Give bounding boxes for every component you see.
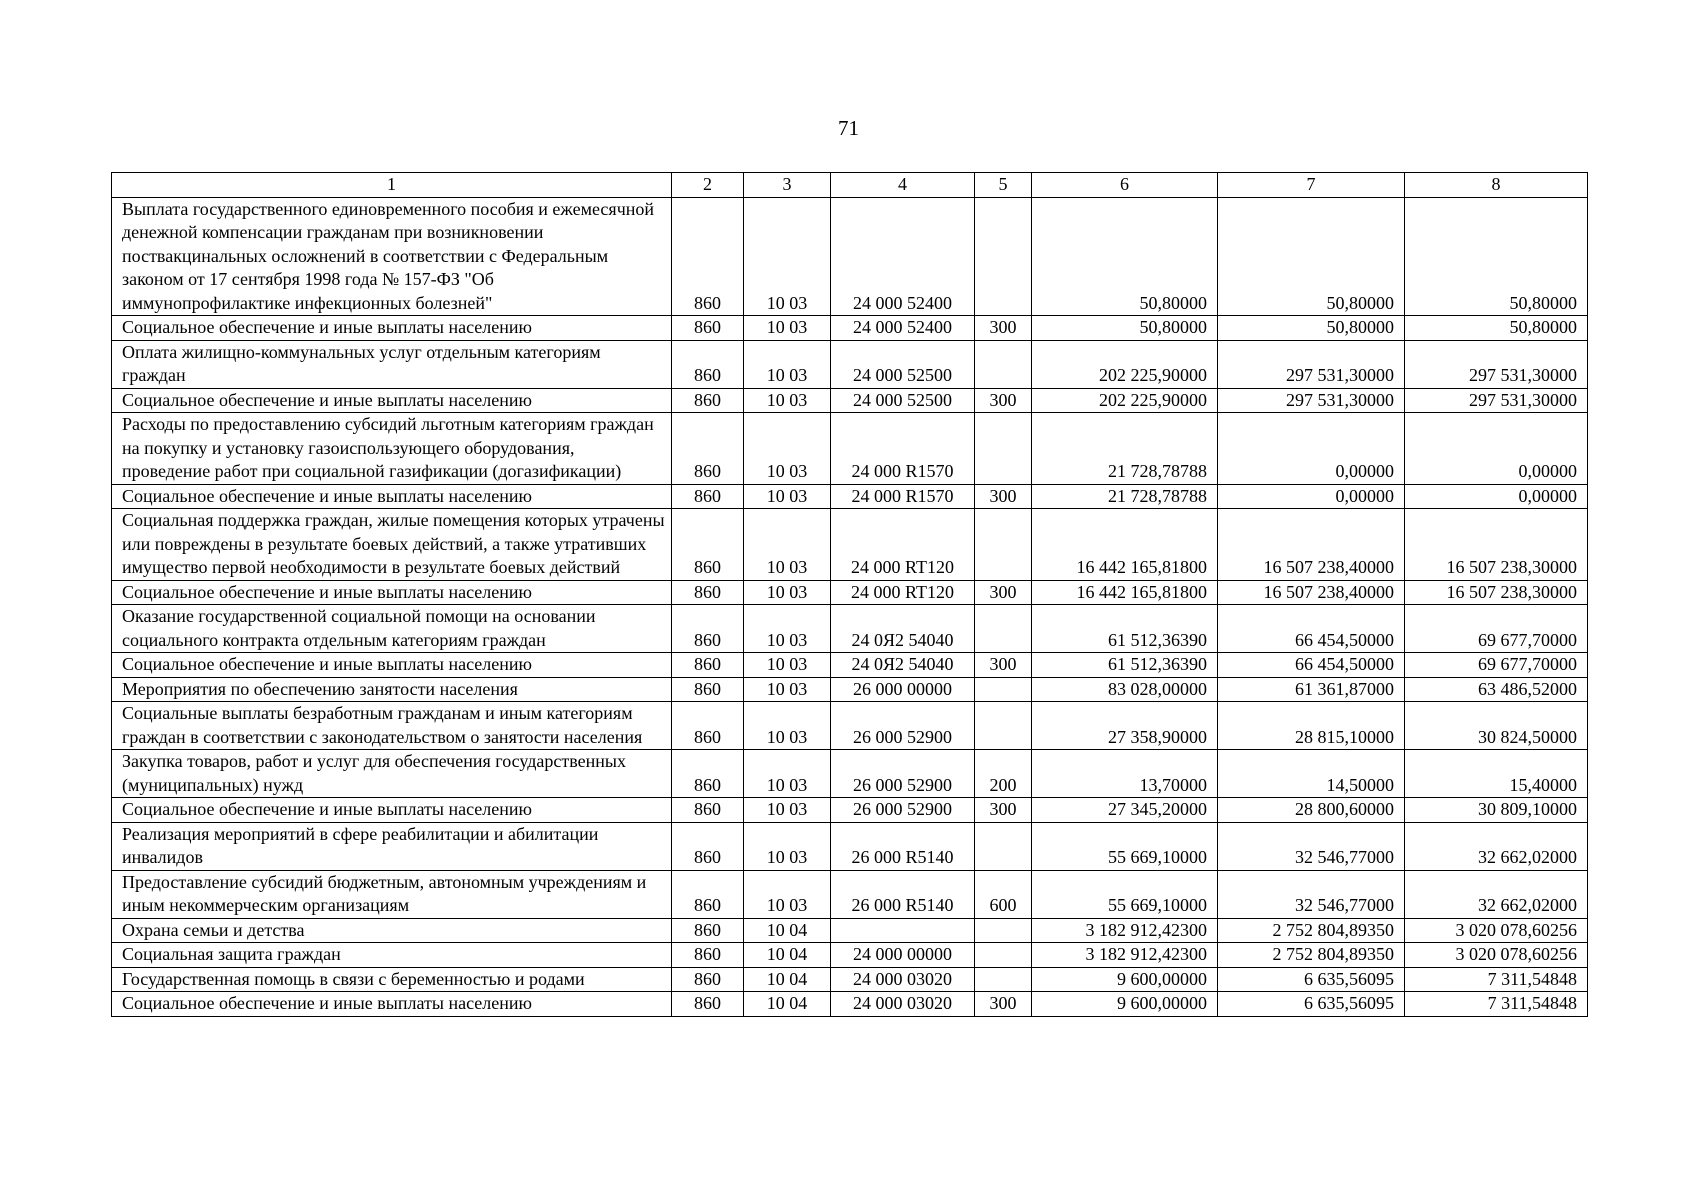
table-row: [112, 798, 1588, 823]
amount-col6-cell: 9 600,00000: [1032, 992, 1218, 1017]
amount-col7-cell: 50,80000: [1218, 197, 1405, 316]
item-name-cell: Социальное обеспечение и иные выплаты населению: [112, 580, 672, 605]
amount-col7-cell: 16 507 238,40000: [1218, 580, 1405, 605]
amount-col7-cell: 16 507 238,40000: [1218, 509, 1405, 581]
amount-col8-cell: 3 020 078,60256: [1405, 918, 1588, 943]
target-article-cell: 24 0Я2 54040: [831, 605, 975, 653]
amount-col8-cell: 3 020 078,60256: [1405, 943, 1588, 968]
item-name-cell: Социальное обеспечение и иные выплаты населению: [112, 316, 672, 341]
amount-col8-cell: 0,00000: [1405, 413, 1588, 485]
item-name-cell: Выплата государственного единовременного пособия и ежемесячной денежной компенсации гражданам при возникновении поствакцинальных осложнений в соответствии с Федеральным законом от 17 сентября 1998 года № 157-ФЗ "Об иммунопрофилактике инфекционных болезней": [112, 197, 672, 316]
header-cell-7: 7: [1218, 173, 1405, 198]
table-row: [112, 653, 1588, 678]
amount-col6-cell: 21 728,78788: [1032, 484, 1218, 509]
section-code-cell: 10 03: [744, 653, 831, 678]
amount-col6-cell: 55 669,10000: [1032, 870, 1218, 918]
section-code-cell: 10 03: [744, 750, 831, 798]
admin-code-cell: 860: [672, 653, 744, 678]
item-name-cell: Оплата жилищно-коммунальных услуг отдельным категориям граждан: [112, 340, 672, 388]
admin-code-cell: 860: [672, 580, 744, 605]
amount-col8-cell: 50,80000: [1405, 197, 1588, 316]
amount-col6-cell: 21 728,78788: [1032, 413, 1218, 485]
expense-type-cell: 300: [975, 316, 1032, 341]
amount-col6-cell: 3 182 912,42300: [1032, 918, 1218, 943]
admin-code-cell: 860: [672, 388, 744, 413]
table-row: [112, 316, 1588, 341]
amount-col8-cell: 30 824,50000: [1405, 702, 1588, 750]
amount-col6-cell: 202 225,90000: [1032, 340, 1218, 388]
table-header-row: [112, 173, 1588, 198]
table-row: [112, 677, 1588, 702]
expense-type-cell: 300: [975, 484, 1032, 509]
table-row: [112, 870, 1588, 918]
table-row: [112, 197, 1588, 316]
expense-type-cell: 600: [975, 870, 1032, 918]
amount-col7-cell: 0,00000: [1218, 484, 1405, 509]
amount-col7-cell: 66 454,50000: [1218, 653, 1405, 678]
section-code-cell: 10 03: [744, 413, 831, 485]
expense-type-cell: [975, 677, 1032, 702]
header-cell-5: 5: [975, 173, 1032, 198]
admin-code-cell: 860: [672, 677, 744, 702]
target-article-cell: 26 000 52900: [831, 702, 975, 750]
section-code-cell: 10 04: [744, 992, 831, 1017]
section-code-cell: 10 03: [744, 388, 831, 413]
amount-col8-cell: 0,00000: [1405, 484, 1588, 509]
expense-type-cell: [975, 413, 1032, 485]
table-row: [112, 943, 1588, 968]
table-row: [112, 822, 1588, 870]
amount-col8-cell: 7 311,54848: [1405, 992, 1588, 1017]
amount-col7-cell: 2 752 804,89350: [1218, 943, 1405, 968]
amount-col7-cell: 28 800,60000: [1218, 798, 1405, 823]
header-cell-3: 3: [744, 173, 831, 198]
expense-type-cell: [975, 509, 1032, 581]
item-name-cell: Социальное обеспечение и иные выплаты населению: [112, 388, 672, 413]
section-code-cell: 10 03: [744, 798, 831, 823]
item-name-cell: Мероприятия по обеспечению занятости населения: [112, 677, 672, 702]
table-row: [112, 605, 1588, 653]
table-row: [112, 340, 1588, 388]
amount-col7-cell: 2 752 804,89350: [1218, 918, 1405, 943]
table-row: [112, 918, 1588, 943]
section-code-cell: 10 03: [744, 340, 831, 388]
section-code-cell: 10 03: [744, 509, 831, 581]
target-article-cell: 24 000 R1570: [831, 484, 975, 509]
amount-col7-cell: 6 635,56095: [1218, 992, 1405, 1017]
admin-code-cell: 860: [672, 197, 744, 316]
item-name-cell: Социальное обеспечение и иные выплаты населению: [112, 484, 672, 509]
amount-col6-cell: 202 225,90000: [1032, 388, 1218, 413]
budget-table: [111, 172, 1588, 1017]
amount-col6-cell: 83 028,00000: [1032, 677, 1218, 702]
target-article-cell: 24 0Я2 54040: [831, 653, 975, 678]
amount-col8-cell: 297 531,30000: [1405, 340, 1588, 388]
amount-col6-cell: 27 358,90000: [1032, 702, 1218, 750]
amount-col6-cell: 27 345,20000: [1032, 798, 1218, 823]
target-article-cell: 24 000 52500: [831, 388, 975, 413]
target-article-cell: 24 000 RT120: [831, 580, 975, 605]
item-name-cell: Расходы по предоставлению субсидий льготным категориям граждан на покупку и установку газоиспользующего оборудования, проведение работ при социальной газификации (догазификации): [112, 413, 672, 485]
admin-code-cell: 860: [672, 822, 744, 870]
target-article-cell: 24 000 R1570: [831, 413, 975, 485]
item-name-cell: Закупка товаров, работ и услуг для обеспечения государственных (муниципальных) нужд: [112, 750, 672, 798]
amount-col8-cell: 69 677,70000: [1405, 653, 1588, 678]
expense-type-cell: [975, 822, 1032, 870]
amount-col7-cell: 14,50000: [1218, 750, 1405, 798]
amount-col8-cell: 32 662,02000: [1405, 822, 1588, 870]
amount-col7-cell: 61 361,87000: [1218, 677, 1405, 702]
amount-col6-cell: 13,70000: [1032, 750, 1218, 798]
table-row: [112, 967, 1588, 992]
item-name-cell: Оказание государственной социальной помощи на основании социального контракта отдельным категориям граждан: [112, 605, 672, 653]
admin-code-cell: 860: [672, 750, 744, 798]
section-code-cell: 10 03: [744, 702, 831, 750]
item-name-cell: Социальная защита граждан: [112, 943, 672, 968]
admin-code-cell: 860: [672, 870, 744, 918]
amount-col8-cell: 16 507 238,30000: [1405, 580, 1588, 605]
expense-type-cell: [975, 918, 1032, 943]
admin-code-cell: 860: [672, 967, 744, 992]
amount-col7-cell: 32 546,77000: [1218, 870, 1405, 918]
amount-col7-cell: 28 815,10000: [1218, 702, 1405, 750]
amount-col6-cell: 55 669,10000: [1032, 822, 1218, 870]
amount-col7-cell: 297 531,30000: [1218, 340, 1405, 388]
amount-col8-cell: 69 677,70000: [1405, 605, 1588, 653]
admin-code-cell: 860: [672, 992, 744, 1017]
table-row: [112, 413, 1588, 485]
admin-code-cell: 860: [672, 316, 744, 341]
header-cell-6: 6: [1032, 173, 1218, 198]
section-code-cell: 10 04: [744, 943, 831, 968]
section-code-cell: 10 03: [744, 580, 831, 605]
expense-type-cell: [975, 967, 1032, 992]
admin-code-cell: 860: [672, 413, 744, 485]
expense-type-cell: [975, 943, 1032, 968]
admin-code-cell: 860: [672, 484, 744, 509]
target-article-cell: 24 000 52400: [831, 197, 975, 316]
admin-code-cell: 860: [672, 798, 744, 823]
table-row: [112, 992, 1588, 1017]
section-code-cell: 10 03: [744, 822, 831, 870]
amount-col6-cell: 61 512,36390: [1032, 653, 1218, 678]
table-row: [112, 702, 1588, 750]
amount-col8-cell: 297 531,30000: [1405, 388, 1588, 413]
amount-col7-cell: 50,80000: [1218, 316, 1405, 341]
table-row: [112, 580, 1588, 605]
budget-table-body: [112, 173, 1588, 1017]
table-row: [112, 388, 1588, 413]
amount-col8-cell: 16 507 238,30000: [1405, 509, 1588, 581]
section-code-cell: 10 03: [744, 484, 831, 509]
amount-col7-cell: 297 531,30000: [1218, 388, 1405, 413]
amount-col8-cell: 32 662,02000: [1405, 870, 1588, 918]
header-cell-4: 4: [831, 173, 975, 198]
item-name-cell: Реализация мероприятий в сфере реабилитации и абилитации инвалидов: [112, 822, 672, 870]
expense-type-cell: 200: [975, 750, 1032, 798]
expense-type-cell: 300: [975, 388, 1032, 413]
admin-code-cell: 860: [672, 340, 744, 388]
amount-col7-cell: 66 454,50000: [1218, 605, 1405, 653]
expense-type-cell: [975, 605, 1032, 653]
amount-col6-cell: 16 442 165,81800: [1032, 509, 1218, 581]
section-code-cell: 10 03: [744, 605, 831, 653]
section-code-cell: 10 04: [744, 967, 831, 992]
target-article-cell: 24 000 00000: [831, 943, 975, 968]
header-cell-2: 2: [672, 173, 744, 198]
target-article-cell: 24 000 RT120: [831, 509, 975, 581]
item-name-cell: Социальные выплаты безработным гражданам и иным категориям граждан в соответствии с законодательством о занятости населения: [112, 702, 672, 750]
target-article-cell: 26 000 52900: [831, 750, 975, 798]
amount-col6-cell: 3 182 912,42300: [1032, 943, 1218, 968]
target-article-cell: [831, 918, 975, 943]
expense-type-cell: 300: [975, 992, 1032, 1017]
amount-col7-cell: 32 546,77000: [1218, 822, 1405, 870]
target-article-cell: 24 000 52400: [831, 316, 975, 341]
item-name-cell: Социальное обеспечение и иные выплаты населению: [112, 653, 672, 678]
section-code-cell: 10 03: [744, 677, 831, 702]
section-code-cell: 10 03: [744, 197, 831, 316]
target-article-cell: 24 000 03020: [831, 992, 975, 1017]
table-row: [112, 484, 1588, 509]
amount-col8-cell: 30 809,10000: [1405, 798, 1588, 823]
amount-col6-cell: 61 512,36390: [1032, 605, 1218, 653]
amount-col8-cell: 15,40000: [1405, 750, 1588, 798]
header-cell-1: 1: [112, 173, 672, 198]
expense-type-cell: 300: [975, 580, 1032, 605]
section-code-cell: 10 03: [744, 316, 831, 341]
item-name-cell: Социальное обеспечение и иные выплаты населению: [112, 798, 672, 823]
section-code-cell: 10 04: [744, 918, 831, 943]
expense-type-cell: [975, 197, 1032, 316]
target-article-cell: 26 000 R5140: [831, 870, 975, 918]
expense-type-cell: 300: [975, 653, 1032, 678]
item-name-cell: Социальная поддержка граждан, жилые помещения которых утрачены или повреждены в результате боевых действий, а также утративших имущество первой необходимости в результате боевых действий: [112, 509, 672, 581]
page-number: 71: [838, 116, 859, 140]
target-article-cell: 24 000 03020: [831, 967, 975, 992]
table-row: [112, 750, 1588, 798]
expense-type-cell: 300: [975, 798, 1032, 823]
admin-code-cell: 860: [672, 918, 744, 943]
admin-code-cell: 860: [672, 943, 744, 968]
amount-col7-cell: 6 635,56095: [1218, 967, 1405, 992]
amount-col6-cell: 50,80000: [1032, 316, 1218, 341]
table-row: [112, 509, 1588, 581]
admin-code-cell: 860: [672, 702, 744, 750]
admin-code-cell: 860: [672, 605, 744, 653]
admin-code-cell: 860: [672, 509, 744, 581]
item-name-cell: Охрана семьи и детства: [112, 918, 672, 943]
item-name-cell: Предоставление субсидий бюджетным, автономным учреждениям и иным некоммерческим организациям: [112, 870, 672, 918]
target-article-cell: 24 000 52500: [831, 340, 975, 388]
amount-col8-cell: 63 486,52000: [1405, 677, 1588, 702]
expense-type-cell: [975, 340, 1032, 388]
amount-col6-cell: 9 600,00000: [1032, 967, 1218, 992]
target-article-cell: 26 000 52900: [831, 798, 975, 823]
amount-col8-cell: 7 311,54848: [1405, 967, 1588, 992]
amount-col6-cell: 16 442 165,81800: [1032, 580, 1218, 605]
target-article-cell: 26 000 R5140: [831, 822, 975, 870]
header-cell-8: 8: [1405, 173, 1588, 198]
amount-col7-cell: 0,00000: [1218, 413, 1405, 485]
item-name-cell: Социальное обеспечение и иные выплаты населению: [112, 992, 672, 1017]
target-article-cell: 26 000 00000: [831, 677, 975, 702]
expense-type-cell: [975, 702, 1032, 750]
item-name-cell: Государственная помощь в связи с беременностью и родами: [112, 967, 672, 992]
section-code-cell: 10 03: [744, 870, 831, 918]
amount-col6-cell: 50,80000: [1032, 197, 1218, 316]
amount-col8-cell: 50,80000: [1405, 316, 1588, 341]
